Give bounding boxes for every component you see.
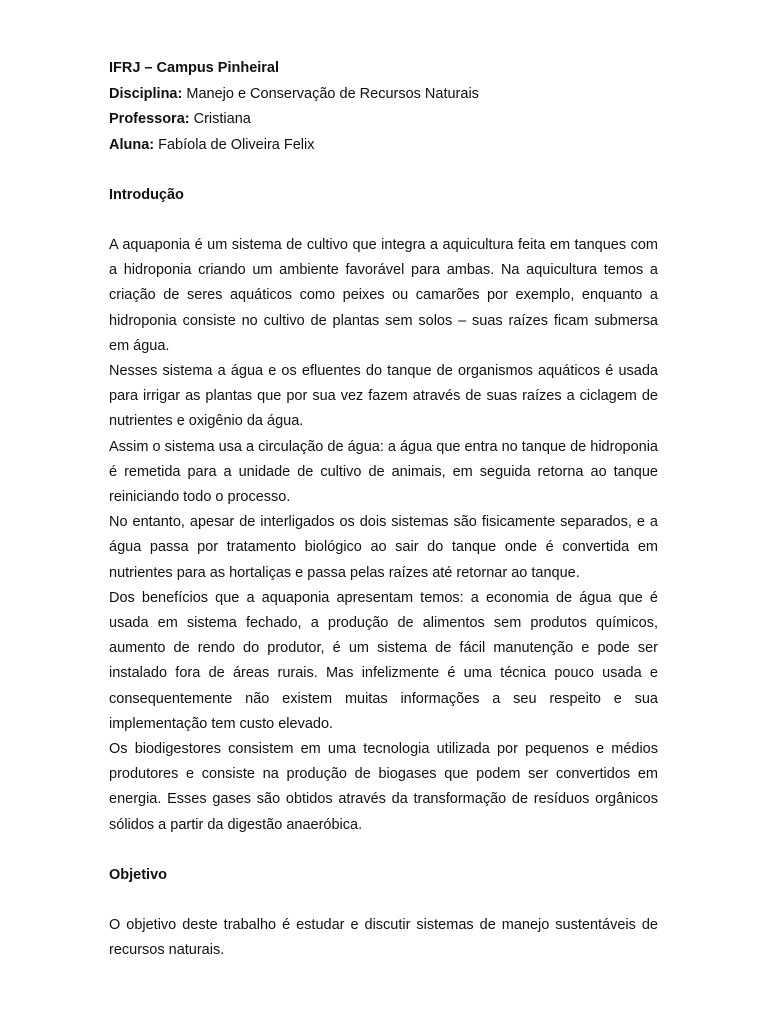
institution-name: IFRJ – Campus Pinheiral (109, 60, 280, 76)
institution-line (109, 56, 658, 82)
intro-paragraph-1: A aquaponia é um sistema de cultivo que integra a aquicultura feita em tanques com a hidroponia criando um ambiente favorável para ambas. Na aquicultura temos a criação de seres aquáticos como peixes ou camarões por exemplo, enquanto a hidroponia consiste no cultivo de plantas sem solos – suas raízes ficam submersa em água. (109, 237, 658, 354)
document-page (109, 56, 658, 963)
intro-paragraph-6: Os biodigestores consistem em uma tecnologia utilizada por pequenos e médios produtores e consiste na produção de biogases que podem ser convertidos em energia. Esses gases são obtidos através da transformação de resíduos orgânicos sólidos a partir da digestão anaeróbica. (109, 741, 658, 833)
intro-paragraph-4: No entanto, apesar de interligados os dois sistemas são fisicamente separados, e a água passa por tratamento biológico ao sair do tanque onde é convertida em nutrientes para as hortaliças e passa pelas raízes até retornar ao tanque. (109, 514, 658, 581)
professor-value: Cristiana (193, 111, 251, 127)
introduction-title: Introdução (109, 187, 184, 203)
intro-paragraph-5: Dos benefícios que a aquaponia apresentam temos: a economia de água que é usada em sistema fechado, a produção de alimentos sem produtos químicos, aumento de rendo do produtor, é um sistema de fácil manutenção e pode ser instalado fora de áreas rurais. Mas infelizmente é uma técnica pouco usada e consequentemente não existem muitas informações a seu respeito e sua implementação tem custo elevado. (109, 589, 658, 732)
objective-title: Objetivo (109, 866, 168, 883)
professor-label: Professora: (109, 111, 190, 127)
discipline-line (109, 82, 658, 108)
student-label: Aluna: (109, 136, 155, 153)
professor-line (109, 107, 658, 133)
intro-paragraph-2: Nesses sistema a água e os efluentes do tanque de organismos aquáticos é usada para irrigar as plantas que por sua vez fazem através de suas raízes a ciclagem de nutrientes e oxigênio da água. (109, 363, 658, 430)
objective-paragraph: O objetivo deste trabalho é estudar e discutir sistemas de manejo sustentáveis de recursos naturais. (109, 916, 658, 959)
intro-paragraph-3: Assim o sistema usa a circulação de água: a água que entra no tanque de hidroponia é remetida para a unidade de cultivo de animais, em seguida retorna ao tanque reiniciando todo o processo. (109, 438, 658, 506)
discipline-label: Disciplina: (109, 85, 183, 102)
student-value: Fabíola de Oliveira Felix (158, 136, 315, 153)
student-line (109, 133, 658, 159)
discipline-value: Manejo e Conservação de Recursos Naturais (186, 85, 479, 102)
